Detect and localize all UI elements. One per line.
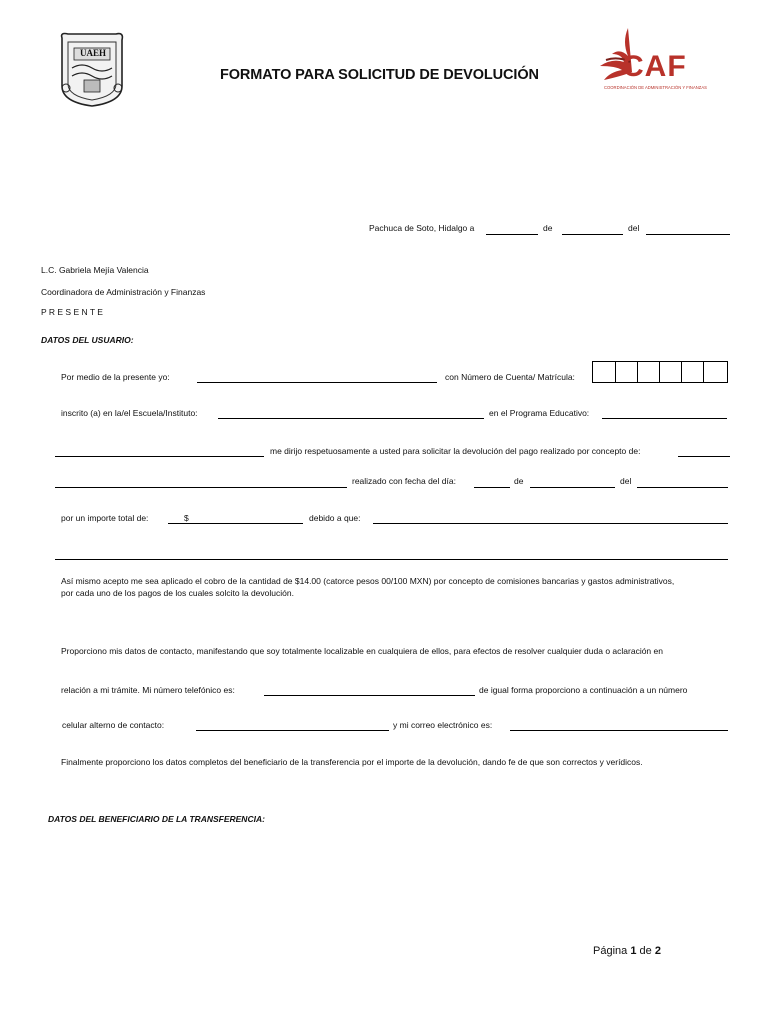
payment-year-field[interactable] bbox=[637, 487, 728, 488]
caf-logo bbox=[598, 26, 718, 94]
me-dirijo-text: me dirijo respetuosamente a usted para solicitar la devolución del pago realizado por concepto de: bbox=[270, 446, 641, 456]
full-name-field[interactable] bbox=[197, 382, 437, 383]
reason-continuation-field[interactable] bbox=[55, 559, 728, 560]
university-seal-logo bbox=[56, 28, 128, 108]
recipient-role: Coordinadora de Administración y Finanzas bbox=[41, 287, 206, 297]
account-digit-box[interactable] bbox=[592, 361, 616, 383]
cell-field[interactable] bbox=[196, 730, 389, 731]
account-digit-box[interactable] bbox=[659, 361, 682, 383]
alt-number-text: de igual forma proporciono a continuación a un número bbox=[479, 685, 688, 695]
section-beneficiary-heading: DATOS DEL BENEFICIARIO DE LA TRANSFERENCIA: bbox=[48, 814, 265, 824]
concept-continuation-field[interactable] bbox=[55, 487, 347, 488]
dollar-sign: $ bbox=[184, 513, 189, 523]
final-paragraph: Finalmente proporciono los datos completos del beneficiario de la transferencia por el importe de la devolución, dando fe de que son correctos y verídicos. bbox=[61, 757, 643, 767]
email-field[interactable] bbox=[510, 730, 728, 731]
page-label: Página bbox=[593, 945, 628, 957]
date-day-field[interactable] bbox=[486, 234, 538, 235]
date-del-label: del bbox=[628, 223, 640, 233]
date-year-field[interactable] bbox=[646, 234, 730, 235]
account-digit-box[interactable] bbox=[681, 361, 704, 383]
contact-line1: Proporciono mis datos de contacto, manifestando que soy totalmente localizable en cualquiera de ellos, para efectos de resolver cualquier duda o aclaración en bbox=[61, 646, 663, 656]
payment-del-label: del bbox=[620, 476, 632, 486]
caf-logo-text: CAF bbox=[622, 50, 687, 83]
importe-label: por un importe total de: bbox=[61, 513, 149, 523]
page-de: de bbox=[639, 945, 652, 957]
phone-label: relación a mi trámite. Mi número telefónico es: bbox=[61, 685, 235, 695]
realizado-label: realizado con fecha del día: bbox=[352, 476, 456, 486]
account-digit-box[interactable] bbox=[637, 361, 660, 383]
caf-logo-subtitle: COORDINACIÓN DE ADMINISTRACIÓN Y FINANZAS bbox=[604, 85, 707, 90]
reason-field[interactable] bbox=[373, 523, 728, 524]
fee-paragraph-line1: Así mismo acepto me sea aplicado el cobro de la cantidad de $14.00 (catorce pesos 00/100 MXN) por concepto de comisiones bancarias y gastos administrativos, bbox=[61, 576, 675, 586]
date-de-label: de bbox=[543, 223, 553, 233]
page-current: 1 bbox=[630, 945, 637, 957]
program-field[interactable] bbox=[602, 418, 727, 419]
school-field[interactable] bbox=[218, 418, 484, 419]
email-label: y mi correo electrónico es: bbox=[393, 720, 493, 730]
account-digit-box[interactable] bbox=[703, 361, 728, 383]
fee-paragraph-line2: por cada uno de los pagos de los cuales solcito la devolución. bbox=[61, 588, 294, 598]
payment-de-label: de bbox=[514, 476, 524, 486]
inscrito-label: inscrito (a) en la/el Escuela/Instituto: bbox=[61, 408, 198, 418]
presente-text: P R E S E N T E bbox=[41, 307, 103, 317]
place-date-label: Pachuca de Soto, Hidalgo a bbox=[369, 223, 475, 233]
date-month-field[interactable] bbox=[562, 234, 623, 235]
account-digit-box[interactable] bbox=[615, 361, 638, 383]
payment-month-field[interactable] bbox=[530, 487, 615, 488]
cell-label: celular alterno de contacto: bbox=[62, 720, 165, 730]
program-label: en el Programa Educativo: bbox=[489, 408, 590, 418]
section-user-heading: DATOS DEL USUARIO: bbox=[41, 335, 134, 345]
por-medio-label: Por medio de la presente yo: bbox=[61, 372, 170, 382]
dirijo-prefix-field[interactable] bbox=[55, 456, 264, 457]
amount-field[interactable] bbox=[168, 523, 303, 524]
account-number-label: con Número de Cuenta/ Matrícula: bbox=[445, 372, 575, 382]
concept-field[interactable] bbox=[678, 456, 730, 457]
page-total: 2 bbox=[654, 945, 661, 957]
page-title: FORMATO PARA SOLICITUD DE DEVOLUCIÓN bbox=[220, 67, 539, 83]
page-number bbox=[593, 945, 661, 957]
debido-label: debido a que: bbox=[309, 513, 361, 523]
seal-text: UAEH bbox=[80, 48, 107, 58]
recipient-name: L.C. Gabriela Mejía Valencia bbox=[41, 265, 149, 275]
phone-field[interactable] bbox=[264, 695, 475, 696]
payment-day-field[interactable] bbox=[474, 487, 510, 488]
